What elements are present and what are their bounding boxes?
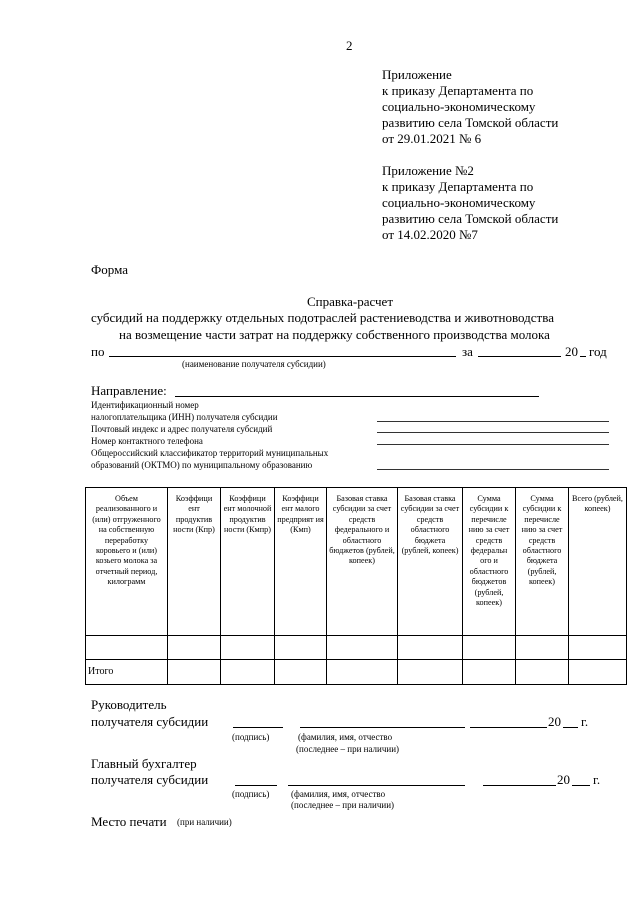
head-year-prefix: 20 (548, 714, 561, 729)
stamp-hint: (при наличии) (177, 817, 232, 827)
table-cell[interactable] (168, 660, 221, 685)
subsidy-table (85, 487, 627, 685)
info-oktmo-label-2: образований (ОКТМО) по муниципальному образованию (91, 460, 313, 470)
table-cell[interactable] (275, 636, 327, 660)
accountant-label-2: получателя субсидии (91, 772, 209, 787)
appendix-2 (382, 163, 558, 243)
table-header-cell: Сумма субсидии к перечисле нию за счет средств федеральн ого и областного бюджетов (рублей, копеек) (463, 488, 516, 636)
accountant-date-line[interactable] (483, 785, 556, 786)
appendix-1-line: от 29.01.2021 № 6 (382, 131, 482, 146)
title-line-3: на возмещение части затрат на поддержку собственного производства молока (119, 327, 550, 342)
period-po-label: по (91, 344, 105, 359)
appendix-1-line: развитию села Томской области (382, 115, 559, 130)
table-cell[interactable] (327, 660, 398, 685)
info-address-label: Почтовый индекс и адрес получателя субсидий (91, 424, 273, 434)
title-line-1: Справка-расчет (306, 294, 394, 309)
table-total-label: Итого (86, 660, 168, 685)
accountant-name-line[interactable] (288, 785, 465, 786)
appendix-2-line: социально-экономическому (382, 195, 536, 210)
accountant-year-suffix: г. (593, 772, 601, 787)
period-za-label: за (462, 344, 473, 359)
table-header-cell: Всего (рублей, копеек) (569, 488, 627, 636)
appendix-2-line: Приложение №2 (382, 163, 474, 178)
table-total-row (86, 660, 627, 685)
table-cell[interactable] (275, 660, 327, 685)
inn-field[interactable] (377, 421, 609, 422)
appendix-1-line: Приложение (382, 67, 452, 82)
table-header-cell: Коэффици ент продуктив ности (Кпр) (168, 488, 221, 636)
table-cell[interactable] (86, 636, 168, 660)
period-year-suffix: год (589, 344, 607, 359)
head-label-1: Руководитель (91, 697, 167, 712)
table-cell[interactable] (569, 660, 627, 685)
recipient-hint: (наименование получателя субсидии) (182, 359, 326, 369)
appendix-1-line: к приказу Департамента по (382, 83, 534, 98)
table-cell[interactable] (398, 636, 463, 660)
direction-line[interactable] (175, 396, 539, 397)
table-cell[interactable] (221, 660, 275, 685)
phone-field[interactable] (377, 444, 609, 445)
accountant-year-prefix: 20 (557, 772, 570, 787)
address-field[interactable] (377, 432, 609, 433)
oktmo-field[interactable] (377, 469, 609, 470)
info-inn-label-2: налогоплательщика (ИНН) получателя субсидии (91, 412, 278, 422)
table-cell[interactable] (221, 636, 275, 660)
head-year-line[interactable] (563, 727, 578, 728)
table-cell[interactable] (463, 660, 516, 685)
appendix-2-line: от 14.02.2020 №7 (382, 227, 478, 242)
head-date-line[interactable] (470, 727, 547, 728)
table-header-cell: Объем реализованного и (или) отгруженного на собственную переработку коровьего и (или) козьего молока за отчетный период, килограмм (86, 488, 168, 636)
table-cell[interactable] (327, 636, 398, 660)
accountant-label-1: Главный бухгалтер (91, 756, 197, 771)
table-cell[interactable] (398, 660, 463, 685)
info-oktmo-label-1: Общероссийский классификатор территорий муниципальных (91, 448, 329, 458)
info-inn-label-1: Идентификационный номер (91, 400, 199, 410)
table-cell[interactable] (516, 636, 569, 660)
accountant-name-hint-2: (последнее – при наличии) (291, 800, 395, 810)
head-name-hint-2: (последнее – при наличии) (296, 744, 400, 754)
appendix-1-line: социально-экономическому (382, 99, 536, 114)
info-phone-label: Номер контактного телефона (91, 436, 203, 446)
table-header-cell: Коэффици ент малого предприят ия (Кмп) (275, 488, 327, 636)
head-label-2: получателя субсидии (91, 714, 209, 729)
head-signature-line[interactable] (233, 727, 283, 728)
page-number: 2 (346, 38, 353, 53)
table-header-cell: Сумма субсидии к перечисле нию за счет средств областного бюджета (рублей, копеек) (516, 488, 569, 636)
table-cell[interactable] (569, 636, 627, 660)
direction-label: Направление: (91, 383, 167, 398)
table-cell[interactable] (463, 636, 516, 660)
table-cell[interactable] (516, 660, 569, 685)
table-row (86, 636, 627, 660)
accountant-signature-hint: (подпись) (232, 789, 270, 799)
appendix-2-line: к приказу Департамента по (382, 179, 534, 194)
table-cell[interactable] (168, 636, 221, 660)
table-header-row (86, 488, 627, 636)
head-name-line[interactable] (300, 727, 465, 728)
head-name-hint-1: (фамилия, имя, отчество (298, 732, 393, 742)
stamp-label: Место печати (91, 814, 167, 829)
appendix-2-line: развитию села Томской области (382, 211, 559, 226)
appendix-1 (382, 67, 558, 147)
period-year-line[interactable] (580, 356, 586, 357)
period-year-prefix: 20 (565, 344, 578, 359)
accountant-name-hint-1: (фамилия, имя, отчество (291, 789, 386, 799)
accountant-year-line[interactable] (572, 785, 590, 786)
recipient-name-line[interactable] (109, 356, 456, 357)
period-line[interactable] (478, 356, 561, 357)
title-line-2: субсидий на поддержку отдельных подотраслей растениеводства и животноводства (91, 310, 554, 325)
table-header-cell: Базовая ставка субсидии за счет средств областного бюджета (рублей, копеек) (398, 488, 463, 636)
head-year-suffix: г. (581, 714, 589, 729)
head-signature-hint: (подпись) (232, 732, 270, 742)
accountant-signature-line[interactable] (235, 785, 277, 786)
table-header-cell: Базовая ставка субсидии за счет средств федерального и областного бюджетов (рублей, копеек) (327, 488, 398, 636)
table-header-cell: Коэффици ент молочной продуктив ности (Кмпр) (221, 488, 275, 636)
form-label: Форма (91, 262, 128, 277)
